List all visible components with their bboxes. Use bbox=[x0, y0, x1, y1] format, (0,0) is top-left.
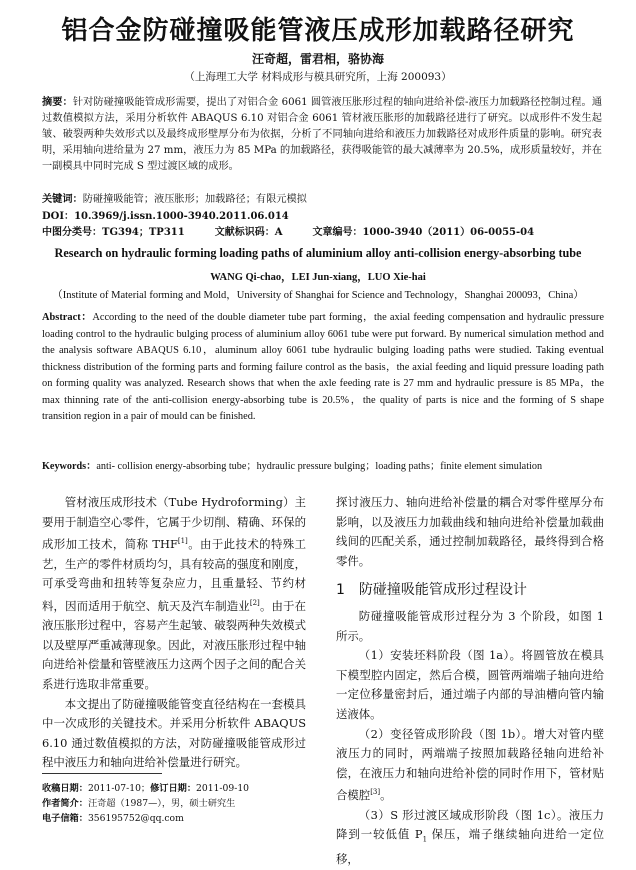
footnote bbox=[42, 781, 312, 826]
right-paragraph-3 bbox=[336, 725, 604, 806]
stage3-text-a: （3）S 形过渡区域成形阶段（图 1c）。液压力降到一较低值 P bbox=[336, 807, 604, 842]
email-value: 356195752@qq.com bbox=[87, 813, 184, 824]
body-right-column bbox=[336, 493, 604, 870]
section-title: 防碰撞吸能管成形过程设计 bbox=[358, 582, 527, 599]
right-paragraph-0: 探讨液压力、轴向进给补偿量的耦合对零件壁厚分布影响，以及液压力加载曲线和轴向进给补偿量加载曲线间的匹配关系，通过控制加载路径，最终得到合格零件。 bbox=[336, 495, 604, 568]
right-paragraph-2: （1）安装坯料阶段（图 1a）。将圆管放在模具下模型腔内固定，然后合模，圆管两端端子轴向进给一定位移量密封后，通过端子内部的导油槽向管内输送液体。 bbox=[336, 648, 604, 721]
citation-ref: [1] bbox=[177, 537, 188, 546]
stage3-text-b: 保压，端子继续轴向进给一定位移， bbox=[336, 827, 604, 867]
footnote-dates bbox=[42, 781, 312, 796]
section-number: 1 bbox=[336, 582, 345, 599]
clc-value: TG394；TP311 bbox=[102, 227, 185, 238]
intro-paragraph-1 bbox=[42, 493, 306, 695]
abstract-cn bbox=[42, 94, 602, 175]
footnote-email bbox=[42, 811, 312, 826]
received-label: 收稿日期： bbox=[42, 783, 88, 794]
author-bio: 汪奇超（1987—），男，硕士研究生 bbox=[87, 798, 236, 809]
article-number-value: 1000-3940（2011）06-0055-04 bbox=[362, 227, 535, 238]
classification-row bbox=[42, 223, 602, 238]
doc-code-value: A bbox=[274, 227, 283, 238]
clc bbox=[42, 223, 185, 238]
intro-text-b: 。由于此技术的特殊工艺，生产的零件材质均匀，具有较高的强度和刚度，可承受弯曲和扭转等复杂应力，且重量轻、节约材料，因而适用于航空、航天及汽车制造业 bbox=[42, 536, 306, 613]
keywords-cn-text: 防碰撞吸能管；液压胀形；加载路径；有限元模拟 bbox=[82, 194, 307, 205]
keywords-en-text: anti- collision energy-absorbing tube；hydraulic pressure bulging；loading paths；finite element simulation bbox=[96, 461, 543, 472]
article-number bbox=[312, 223, 534, 238]
clc-label: 中图分类号： bbox=[42, 227, 102, 238]
intro-paragraph-2: 本文提出了防碰撞吸能管变直径结构在一套模具中一次成形的关键技术。并采用分析软件 ABAQUS 6.10 通过数值模拟的方法，对防碰撞吸能管成形过程中液压力和轴向进给补偿量进行研究。 bbox=[42, 696, 306, 770]
affiliation-cn: （上海理工大学 材料成形与模具研究所，上海 200093） bbox=[184, 71, 452, 83]
article-number-label: 文章编号： bbox=[312, 227, 363, 238]
citation-ref: [2] bbox=[249, 598, 260, 607]
keywords-cn bbox=[42, 190, 602, 205]
affiliation-en: （Institute of Material forming and Mold，University of Shanghai for Science and Technology，Shanghai 200093，China） bbox=[52, 290, 584, 301]
abstract-cn-label: 摘要： bbox=[42, 96, 73, 108]
footnote-divider bbox=[42, 773, 162, 774]
right-paragraph-4 bbox=[336, 806, 604, 870]
intro-text-a: 管材液压成形技术（Tube Hydroforming）主要用于制造空心零件，它属于少切削、精确、环保的成形加工技术，简称 THF bbox=[42, 495, 306, 551]
keywords-cn-label: 关键词： bbox=[42, 193, 83, 205]
doi-line bbox=[42, 207, 602, 222]
doc-code-label: 文献标识码： bbox=[214, 227, 275, 238]
authors-en: WANG Qi-chao，LEI Jun-xiang，LUO Xie-hai bbox=[210, 272, 426, 283]
doi-value: 10.3969/j.issn.1000-3940.2011.06.014 bbox=[74, 211, 289, 222]
abstract-en-text: According to the need of the double diameter tube part forming，the axial feeding compensation and hydraulic pressure loading control to the hydraulic bulging process of aluminium alloy 6061 tube were put forward. By numerical simulation method and the analysis software ABAQUS 6.10，aluminum alloy 6061 tube hydraulic bulging loading paths were studied. Taking eventual thickness distribution of the forming parts and forming failure control as the basis，the axial feeding and liquid pressure loading path on forming quality was analyzed. Research shows that when the axle feeding rate is 27 mm and hydraulic pressure is 85 MPa，the max thinning rate of the anti-collision energy-absorbing tube is 20.5%，the quality of parts is nice and the forming of S shape transition region in a pair of mould can be finished. bbox=[42, 312, 604, 422]
intro-text-c: 。由于在液压胀形过程中，容易产生起皱、破裂两种失效模式以及壁厚严重减薄现象。因此，对液压胀形过程中轴向进给补偿量和管壁液压力这两个因子之间的配合关系进行选取非常重要。 bbox=[42, 598, 306, 691]
footnote-author bbox=[42, 796, 312, 811]
abstract-en-label: Abstract： bbox=[42, 312, 93, 323]
abstract-en bbox=[42, 310, 604, 426]
section-heading-1 bbox=[336, 581, 604, 601]
abstract-cn-text: 针对防碰撞吸能管成形需要，提出了对铝合金 6061 圆管液压胀形过程的轴向进给补偿-液压力加载路径控制过程。通过数值模拟方法，采用分析软件 ABAQUS 6.10 对铝合金 6061 管材液压胀形的加载路径进行了研究。以成形件不发生起皱、破裂两种失效形式以及最终成形壁厚分布为依据，分析了不同轴向进给和液压力加载路径对成形件质量的影响。研究表明，采用轴向进给量为 27 mm，液压力为 85 MPa 的加载路径，获得吸能管的最大减薄率为 20.5%，成形质量较好，并在一副模具中同时完成 S 型过渡区域的成形。 bbox=[42, 97, 603, 172]
body-left-column bbox=[42, 493, 306, 773]
received-date: 2011-07-10； bbox=[87, 783, 151, 794]
author-bio-label: 作者简介： bbox=[42, 798, 88, 809]
authors-cn: 汪奇超，雷君相，骆协海 bbox=[251, 52, 384, 66]
paper-title-en: Research on hydraulic forming loading paths of aluminium alloy anti-collision energy-absorbing tube bbox=[54, 246, 582, 260]
pressure-subscript: 1 bbox=[422, 835, 428, 844]
stage2-text: （2）变径管成形阶段（图 1b）。增大对管内壁液压力的同时，两端端子按照加载路径轴向进给补偿，在液压力和轴向进给补偿的同时作用下，管材贴合模腔 bbox=[336, 726, 604, 803]
revised-label: 修订日期： bbox=[150, 783, 197, 794]
keywords-en-label: Keywords： bbox=[42, 461, 97, 472]
doc-code bbox=[215, 223, 283, 238]
keywords-en bbox=[42, 457, 602, 472]
stage2-end: 。 bbox=[380, 788, 392, 803]
citation-ref: [3] bbox=[370, 788, 381, 797]
revised-date: 2011-09-10 bbox=[196, 783, 250, 794]
email-label: 电子信箱： bbox=[42, 813, 88, 824]
right-paragraph-1: 防碰撞吸能管成形过程分为 3 个阶段，如图 1 所示。 bbox=[336, 608, 604, 643]
doi-label: DOI： bbox=[42, 211, 75, 222]
paper-title-cn: 铝合金防碰撞吸能管液压成形加载路径研究 bbox=[61, 16, 575, 46]
